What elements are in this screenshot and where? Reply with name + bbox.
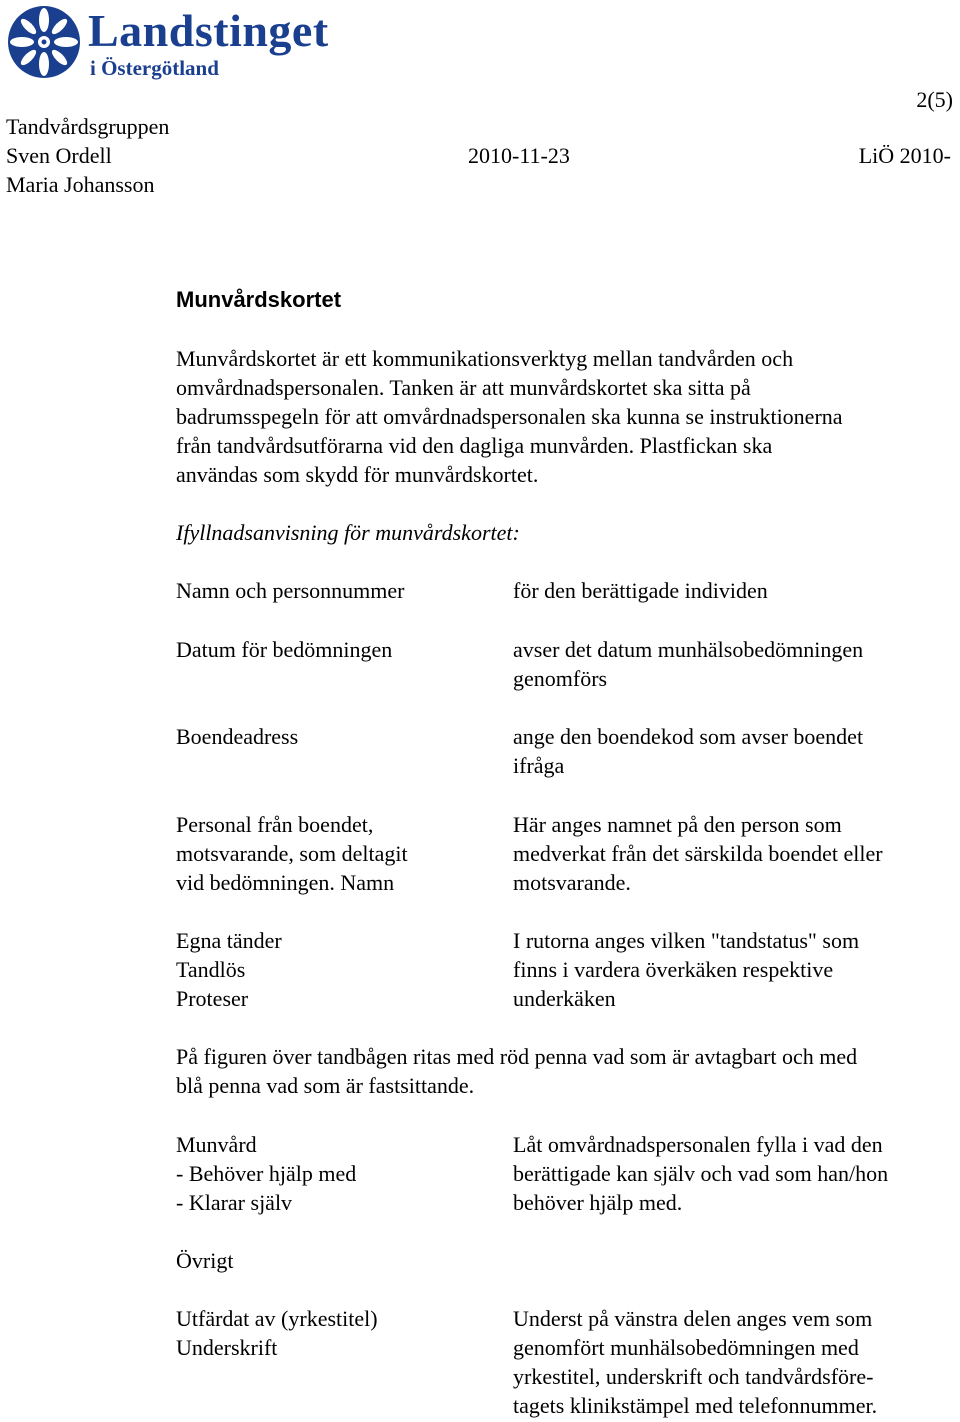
issued-by-description — [513, 1304, 953, 1420]
intro-paragraph — [176, 344, 956, 489]
field-description-line: genomförs — [513, 666, 608, 691]
header-author-1: Sven Ordell — [6, 143, 112, 168]
munvard-label-line: - Klarar själv — [176, 1190, 293, 1215]
intro-line: från tandvårdsutförarna vid den dagliga munvården. Plastfickan ska — [176, 433, 773, 458]
munvard-description-line: behöver hjälp med. — [513, 1190, 683, 1215]
field-description — [513, 926, 953, 1013]
logo-name: Landstinget — [88, 5, 329, 56]
field-description-line: för den berättigade individen — [513, 578, 768, 603]
ovrigt-label: Övrigt — [176, 1248, 234, 1273]
landstinget-logo — [6, 4, 329, 82]
issued-by-description-line: genomfört munhälsobedömningen med — [513, 1335, 859, 1360]
field-description-line: underkäken — [513, 986, 616, 1011]
field-label-line: Proteser — [176, 986, 249, 1011]
intro-line: omvårdnadspersonalen. Tanken är att munvårdskortet ska sitta på — [176, 375, 751, 400]
issued-by-description-line: Underst på vänstra delen anges vem som — [513, 1306, 873, 1331]
munvard-label-line: - Behöver hjälp med — [176, 1161, 357, 1186]
logo-subname: i Östergötland — [90, 56, 219, 80]
document-title: Munvårdskortet — [176, 287, 342, 312]
field-description-line: ange den boendekod som avser boendet — [513, 724, 864, 749]
field-description — [513, 635, 953, 693]
issued-by-label-line: Underskrift — [176, 1335, 278, 1360]
munvard-description — [513, 1130, 953, 1217]
issued-by-label-line: Utfärdat av (yrkestitel) — [176, 1306, 378, 1331]
issued-by-description-line: yrkestitel, underskrift och tandvårdsföre- — [513, 1364, 874, 1389]
field-description-line: Här anges namnet på den person som — [513, 812, 842, 837]
intro-line: badrumsspegeln för att omvårdnadspersonalen ska kunna se instruktionerna — [176, 404, 843, 429]
field-description — [513, 576, 953, 605]
instructions-heading: Ifyllnadsanvisning för munvårdskortet: — [176, 520, 520, 545]
munvard-description-line: Låt omvårdnadspersonalen fylla i vad den — [513, 1132, 883, 1157]
intro-line: användas som skydd för munvårdskortet. — [176, 462, 539, 487]
munvard-description-line: berättigade kan själv och vad som han/hon — [513, 1161, 889, 1186]
field-description — [513, 810, 953, 897]
munvard-label-line: Munvård — [176, 1132, 257, 1157]
field-description-line: medverkat från det särskilda boendet eller — [513, 841, 883, 866]
field-label — [176, 635, 496, 664]
issued-by-description-line: tagets klinikstämpel med telefonnummer. — [513, 1393, 878, 1418]
field-description-line: I rutorna anges vilken "tandstatus" som — [513, 928, 860, 953]
field-label — [176, 810, 496, 897]
header-author-2: Maria Johansson — [6, 172, 155, 197]
field-description-line: motsvarande. — [513, 870, 631, 895]
field-label — [176, 926, 496, 1013]
field-label — [176, 576, 496, 605]
field-label-line: vid bedömningen. Namn — [176, 870, 395, 895]
figure-note-line: På figuren över tandbågen ritas med röd penna vad som är avtagbart och med — [176, 1044, 858, 1069]
header-department: Tandvårdsgruppen — [6, 114, 170, 139]
figure-note-line: blå penna vad som är fastsittande. — [176, 1073, 475, 1098]
page-number: 2(5) — [916, 87, 953, 112]
field-description-line: avser det datum munhälsobedömningen — [513, 637, 864, 662]
munvard-label — [176, 1130, 496, 1217]
figure-note — [176, 1042, 960, 1100]
field-label-line: Boendeadress — [176, 724, 299, 749]
field-label-line: Personal från boendet, — [176, 812, 374, 837]
field-description-line: ifråga — [513, 753, 565, 778]
field-label-line: Namn och personnummer — [176, 578, 405, 603]
field-label-line: motsvarande, som deltagit — [176, 841, 408, 866]
field-label — [176, 722, 496, 751]
field-label-line: Egna tänder — [176, 928, 282, 953]
issued-by-label — [176, 1304, 496, 1362]
field-description-line: finns i vardera överkäken respektive — [513, 957, 834, 982]
field-label-line: Datum för bedömningen — [176, 637, 393, 662]
flower-emblem-icon — [6, 4, 82, 80]
header-date: 2010-11-23 — [468, 143, 570, 168]
header-reference: LiÖ 2010- — [858, 143, 951, 168]
intro-line: Munvårdskortet är ett kommunikationsverktyg mellan tandvården och — [176, 346, 794, 371]
field-label-line: Tandlös — [176, 957, 246, 982]
field-description — [513, 722, 953, 780]
